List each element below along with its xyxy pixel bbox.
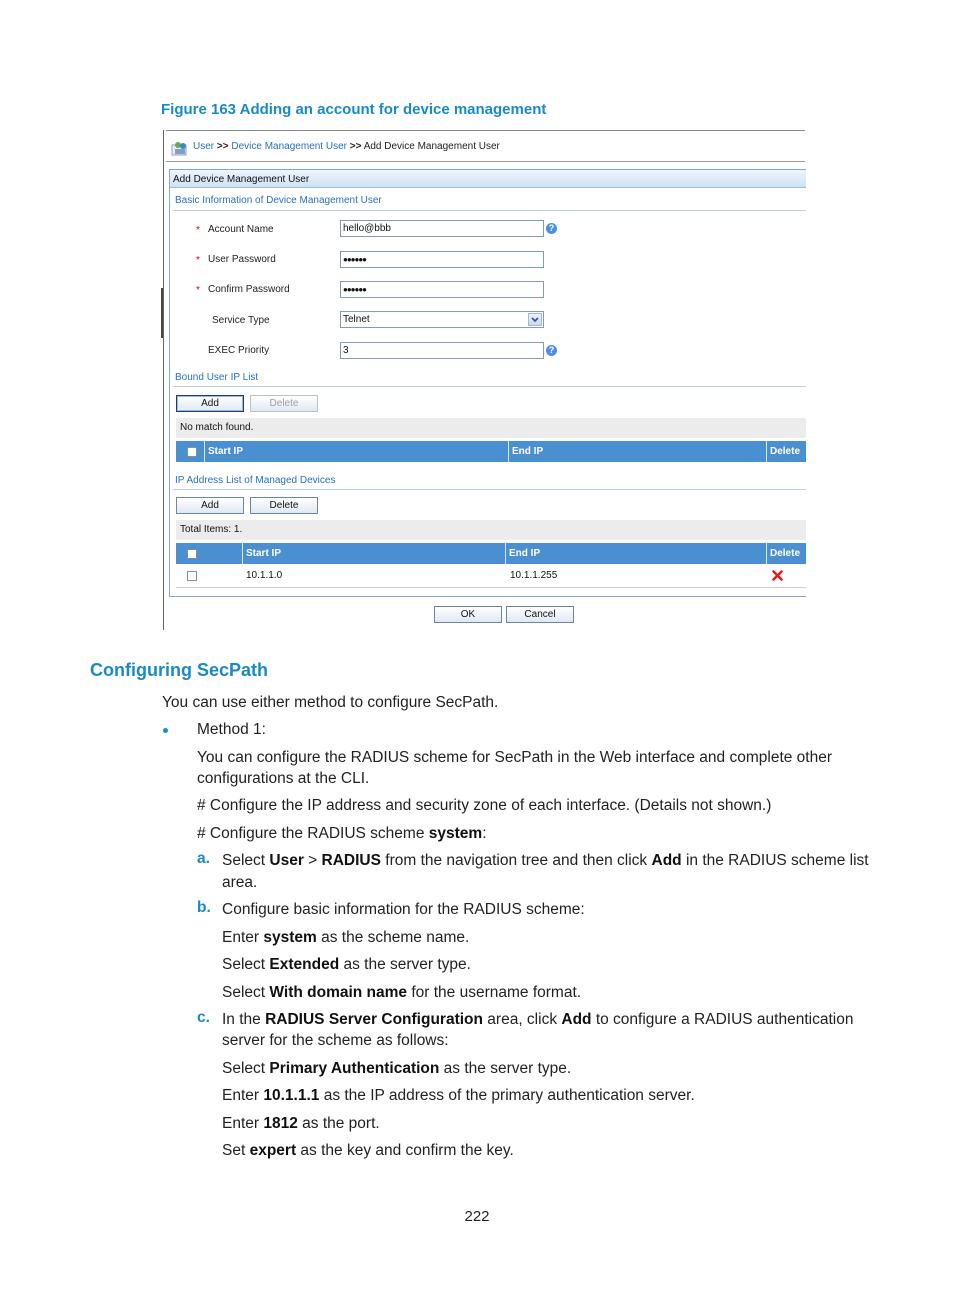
paragraph-text: # Configure the IP address and security zone of each interface. (Details not shown.) [197,797,772,814]
service-type-label: Service Type [212,315,270,326]
step-c-sub: Select Primary Authentication as the server type. [222,1060,572,1077]
help-icon[interactable]: ? [546,223,557,234]
breadcrumb-user-link[interactable]: User [193,141,215,152]
column-start-ip[interactable]: Start IP [242,543,505,564]
user-password-label: User Password [208,254,276,265]
column-delete: Delete [766,441,806,462]
figure-top-border [166,130,805,131]
exec-priority-label: EXEC Priority [208,345,270,356]
exec-priority-input[interactable]: 3 [340,342,544,359]
step-c-sub: Enter 1812 as the port. [222,1115,380,1132]
row-checkbox[interactable] [187,571,197,581]
breadcrumb-device-mgmt-user-link[interactable]: Device Management User [231,141,347,152]
bound-ip-add-button[interactable]: Add [176,395,244,412]
paragraph-text: # Configure the RADIUS scheme system: [197,825,487,842]
paragraph-text: configurations at the CLI. [197,770,370,787]
panel-title: Add Device Management User [170,169,806,188]
managed-add-button[interactable]: Add [176,497,244,514]
breadcrumb-current: Add Device Management User [363,141,500,152]
bound-ip-title: Bound User IP List [175,372,259,383]
users-icon [171,140,189,156]
bound-ip-delete-button[interactable]: Delete [250,395,318,412]
step-b-sub: Select Extended as the server type. [222,956,471,973]
select-all-checkbox[interactable] [187,549,197,559]
account-name-input[interactable]: hello@bbb [340,220,544,237]
required-mark: * [196,285,200,296]
breadcrumb-separator: >> [349,141,362,152]
column-end-ip[interactable]: End IP [505,543,766,564]
add-user-panel [169,169,806,597]
account-name-label: Account Name [208,224,274,235]
section-divider [173,210,806,211]
step-b-text: Configure basic information for the RADIUS scheme: [222,901,585,918]
step-a-text: Select User > RADIUS from the navigation tree and then click Add in the RADIUS scheme list [222,852,869,869]
bullet-icon [163,728,168,733]
managed-table-header [176,543,806,564]
paragraph-text: You can configure the RADIUS scheme for SecPath in the Web interface and complete other [197,749,833,766]
confirm-password-label: Confirm Password [208,284,290,295]
managed-status: Total Items: 1. [176,520,806,540]
step-c-sub: Set expert as the key and confirm the key. [222,1142,514,1159]
chevron-down-icon[interactable] [528,313,542,326]
select-all-checkbox[interactable] [187,447,197,457]
step-c-text: server for the scheme as follows: [222,1032,449,1049]
delete-icon[interactable] [772,570,783,581]
intro-text: You can use either method to configure SecPath. [162,694,499,711]
step-b-sub: Select With domain name for the username format. [222,984,582,1001]
step-a-text: area. [222,874,258,891]
bound-ip-status: No match found. [176,418,806,438]
service-type-select[interactable] [340,311,544,328]
breadcrumb [166,133,805,162]
figure-left-border [163,130,164,630]
step-letter: c. [197,1009,210,1026]
section-heading: Configuring SecPath [90,660,269,680]
section-divider [173,386,806,387]
row-start-ip: 10.1.1.0 [246,570,283,581]
table-row[interactable] [176,565,806,588]
cancel-button[interactable]: Cancel [506,606,574,623]
step-letter: a. [197,850,210,867]
figure-left-marker [161,288,163,338]
step-b-sub: Enter system as the scheme name. [222,929,470,946]
help-icon[interactable]: ? [546,345,557,356]
column-start-ip[interactable]: Start IP [204,441,508,462]
column-delete: Delete [766,543,806,564]
breadcrumb-separator: >> [216,141,229,152]
figure-caption: Figure 163 Adding an account for device management [161,101,547,118]
ok-button[interactable]: OK [434,606,502,623]
step-c-sub: Enter 10.1.1.1 as the IP address of the primary authentication server. [222,1087,695,1104]
required-mark: * [196,225,200,236]
managed-delete-button[interactable]: Delete [250,497,318,514]
method-label: Method 1: [197,721,266,738]
section-divider [173,489,806,490]
confirm-password-input[interactable]: ●●●●●● [340,281,544,298]
basic-info-title: Basic Information of Device Management User [175,195,382,206]
service-type-value: Telnet [343,314,370,325]
required-mark: * [196,255,200,266]
step-c-text: In the RADIUS Server Configuration area, click Add to configure a RADIUS authentication [222,1011,854,1028]
row-end-ip: 10.1.1.255 [510,570,558,581]
page-number: 222 [464,1208,490,1225]
user-password-input[interactable]: ●●●●●● [340,251,544,268]
step-letter: b. [197,899,211,916]
column-end-ip[interactable]: End IP [508,441,766,462]
managed-devices-title: IP Address List of Managed Devices [175,475,336,486]
bound-ip-table-header [176,441,806,462]
